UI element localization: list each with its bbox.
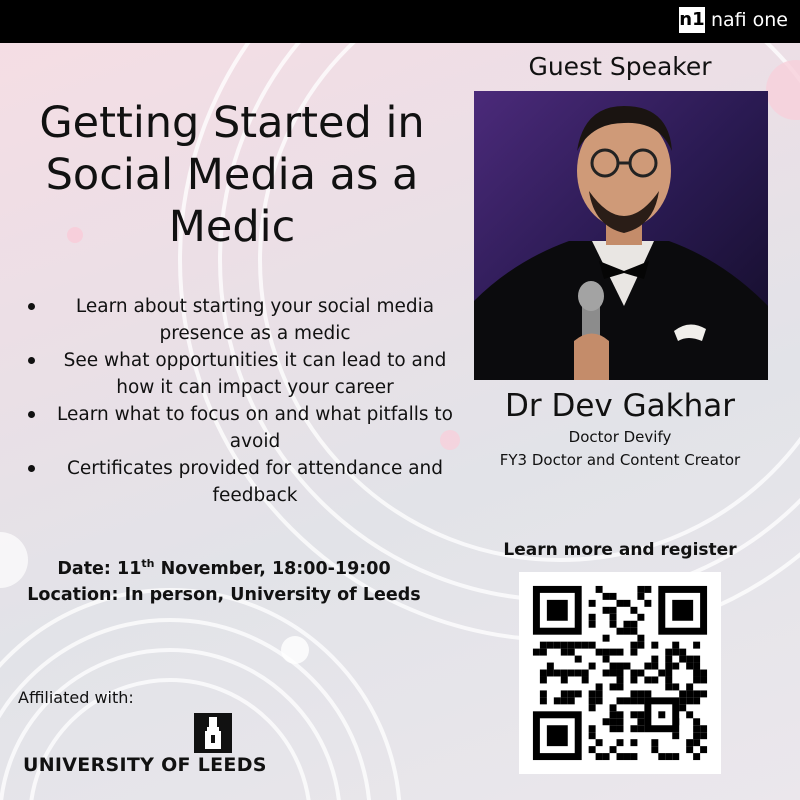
- register-label: Learn more and register: [503, 540, 737, 560]
- list-item-text: Learn about starting your social media presence as a medic: [75, 296, 435, 344]
- bullet-icon: [28, 411, 35, 418]
- brand-name: nafi one: [710, 9, 788, 31]
- bullet-icon: [28, 303, 35, 310]
- speaker-role: FY3 Doctor and Content Creator: [499, 451, 741, 469]
- location-label: Location:: [27, 585, 119, 605]
- speaker-photo: [474, 91, 768, 380]
- qr-code[interactable]: [519, 572, 721, 774]
- affiliated-label: Affiliated with:: [18, 688, 134, 707]
- list-item: [20, 293, 460, 347]
- event-title: Getting Started in Social Media as a Medic: [39, 98, 425, 252]
- speaker-handle: Doctor Devify: [568, 428, 672, 446]
- bullet-icon: [28, 357, 35, 364]
- date-rest: November, 18:00-19:00: [160, 558, 391, 579]
- list-item: [20, 455, 460, 509]
- university-crest-icon: [194, 713, 232, 753]
- date-day: 11: [117, 558, 142, 579]
- list-item-text: Learn what to focus on and what pitfalls to avoid: [57, 404, 453, 452]
- top-bar: [0, 0, 800, 43]
- brand-logo[interactable]: [679, 7, 788, 33]
- bullet-icon: [28, 465, 35, 472]
- speaker-name: Dr Dev Gakhar: [505, 388, 735, 424]
- location-value: In person, University of Leeds: [124, 585, 421, 605]
- benefits-list: [20, 293, 460, 509]
- date-suffix: th: [141, 557, 155, 570]
- list-item-text: Certificates provided for attendance and feedback: [66, 458, 444, 506]
- list-item-text: See what opportunities it can lead to and how it can impact your career: [63, 350, 447, 398]
- list-item: [20, 401, 460, 455]
- list-item: [20, 347, 460, 401]
- guest-speaker-heading: Guest Speaker: [528, 52, 712, 81]
- event-date: [0, 557, 448, 579]
- brand-mark: n1: [679, 7, 705, 33]
- university-name: UNIVERSITY OF LEEDS: [23, 754, 267, 776]
- date-label: Date:: [57, 558, 111, 579]
- event-location: [0, 585, 448, 605]
